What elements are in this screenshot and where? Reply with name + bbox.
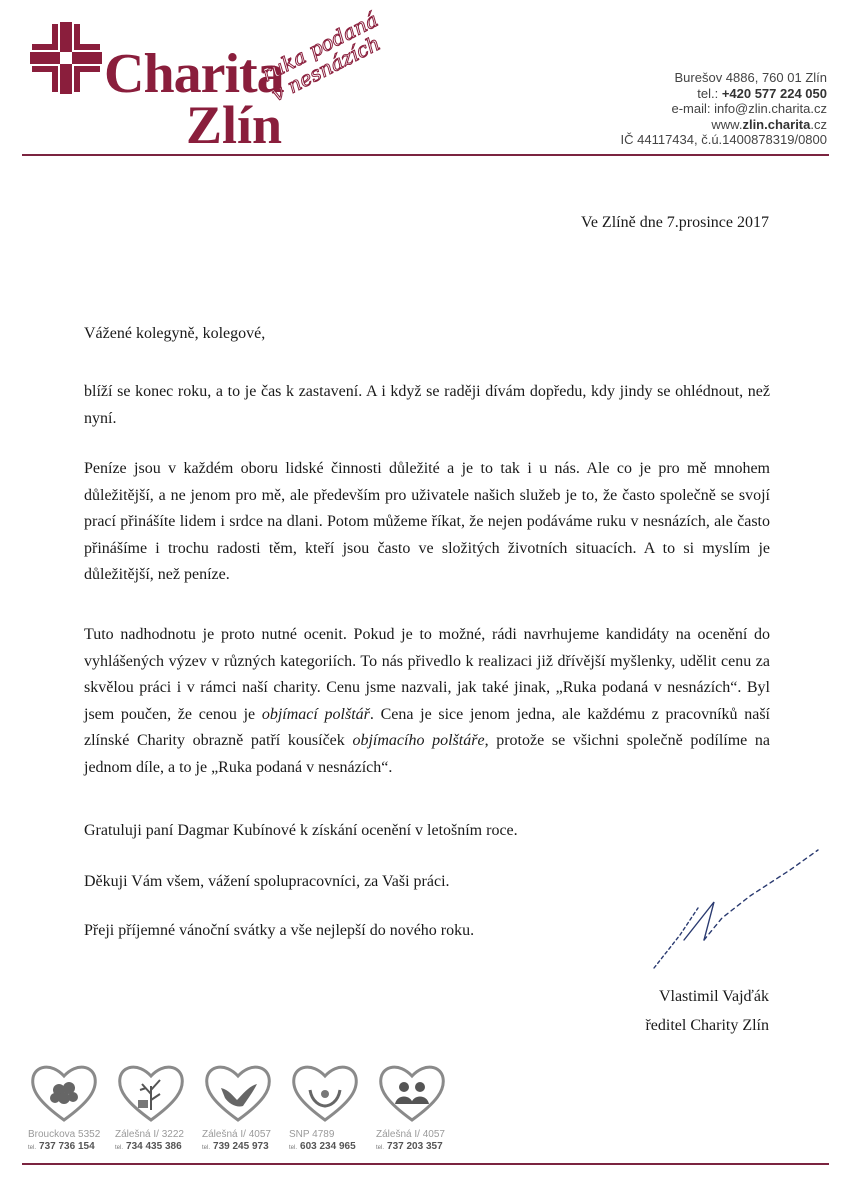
tel-prefix: tel. — [28, 1145, 37, 1151]
paragraph-1 — [84, 379, 770, 432]
cross-logo-icon — [26, 18, 106, 98]
p3-part-a: Tuto nadhodnotu je proto nutné ocenit. Pokud je to možné, rádi navrhujeme kandidáty na ocenění do vyhlášených výzev v různých kategoriích. To nás přivedlo k realizaci již dřívější myšlenky, udělit cenu za skvělou práci i v rámci naší charity. Cenu jsme nazvali, jak také jinak, „Ruka podaná v nesnázích“. Byl jsem poučen, že cenou je — [84, 626, 770, 723]
signer-title: ředitel Charity Zlín — [645, 1017, 769, 1034]
hands-heart-icon — [290, 1060, 360, 1126]
paragraph-1-text: blíží se konec roku, a to je čas k zastavení. A i když se raději dívám dopředu, kdy jindy se ohlédnout, než nyní. — [84, 383, 770, 427]
service-item — [26, 1060, 112, 1160]
letter-date: Ve Zlíně dne 7.prosince 2017 — [581, 214, 769, 231]
family-heart-icon — [377, 1060, 447, 1126]
signer-block — [645, 982, 769, 1040]
service-address: Zálešná I/ 3222 — [115, 1129, 184, 1140]
service-item — [287, 1060, 373, 1160]
contact-email — [621, 101, 828, 117]
paragraph-5-text: Děkuji Vám všem, vážení spolupracovníci, za Vaši práci. — [84, 873, 450, 890]
contact-phone — [621, 86, 828, 102]
services-footer — [26, 1060, 466, 1160]
service-item — [113, 1060, 199, 1160]
service-address: Zálešná I/ 4057 — [202, 1129, 271, 1140]
contact-ids: IČ 44117434, č.ú.1400878319/0800 — [620, 132, 827, 147]
service-phone-number: 739 245 973 — [213, 1141, 269, 1152]
service-phone — [376, 1141, 443, 1152]
service-address: Brouckova 5352 — [28, 1129, 101, 1140]
p3-part-b: . Cena je sice jenom jedna, ale každému z pracovníků naší zlínské Charity obrazně patří kousíček — [84, 705, 770, 749]
tree-heart-icon — [116, 1060, 186, 1126]
footer-divider — [22, 1163, 829, 1165]
paragraph-4-text: Gratuluji paní Dagmar Kubínové k získání ocenění v letošním roce. — [84, 822, 518, 839]
paragraph-3 — [84, 622, 770, 781]
paragraph-6-text: Přeji příjemné vánoční svátky a vše nejlepší do nového roku. — [84, 922, 475, 939]
service-phone-number: 603 234 965 — [300, 1141, 356, 1152]
contact-web — [621, 117, 828, 133]
service-address: SNP 4789 — [289, 1129, 335, 1140]
p3-emphasis-1: objímací polštář — [261, 705, 370, 723]
logo-city: Zlín — [186, 95, 283, 155]
service-address: Zálešná I/ 4057 — [376, 1129, 445, 1140]
service-phone — [115, 1141, 182, 1152]
service-phone — [289, 1141, 356, 1152]
paragraph-2 — [84, 456, 770, 589]
flower-heart-icon — [29, 1060, 99, 1126]
service-phone — [28, 1141, 95, 1152]
letter-salutation: Vážené kolegyně, kolegové, — [84, 325, 266, 342]
p3-part-c: , protože se všichni společně podílíme na jednom díle, a to je „Ruka podaná v nesnázích“. — [84, 732, 771, 776]
service-phone — [202, 1141, 269, 1152]
service-phone-number: 737 736 154 — [39, 1141, 95, 1152]
email-address: info@zlin.charita.cz — [714, 101, 827, 116]
signer-name: Vlastimil Vajďák — [658, 988, 769, 1005]
header-divider — [22, 154, 829, 156]
web-domain: zlin.charita — [742, 116, 811, 132]
paragraph-3-text — [84, 622, 770, 781]
tel-prefix: tel. — [202, 1145, 211, 1151]
logo-name: Charita — [104, 43, 284, 105]
handwritten-signature — [640, 840, 830, 975]
p3-emphasis-2: objímacího polštáře — [352, 732, 485, 749]
charita-logo — [26, 7, 406, 155]
phone-label: tel.: — [697, 85, 722, 101]
tel-prefix: tel. — [115, 1145, 124, 1151]
tel-prefix: tel. — [289, 1145, 298, 1151]
contact-address: Burešov 4886, 760 01 Zlín — [674, 70, 827, 85]
service-phone-number: 737 203 357 — [387, 1141, 443, 1152]
tel-prefix: tel. — [376, 1145, 385, 1151]
service-item — [200, 1060, 286, 1160]
paragraph-2-text: Peníze jsou v každém oboru lidské činnosti důležité a je to tak i u nás. Ale co je pro mě mnohem důležitější, a ne jenom pro mě, ale především pro uživatele našich služeb je to, že často společně se svojí prací přinášíte lidem i srdce na dlani. Potom můžeme říkat, že nejen podáváme ruku v nesnázích, ale často přinášíme i trochu radosti těm, kteří jsou často ve složitých životních situacích. A to si myslím je důležitější, než peníze. — [84, 460, 770, 583]
contact-block — [621, 70, 828, 148]
web-suffix: .cz — [810, 116, 827, 132]
service-phone-number: 734 435 386 — [126, 1141, 182, 1152]
email-label: e-mail: — [671, 101, 715, 116]
logo-slogan: ruka podaná v nesnázích — [257, 7, 384, 107]
web-prefix: www. — [711, 116, 743, 132]
service-item — [374, 1060, 460, 1160]
phone-number: +420 577 224 050 — [721, 85, 827, 101]
dove-heart-icon — [203, 1060, 273, 1126]
